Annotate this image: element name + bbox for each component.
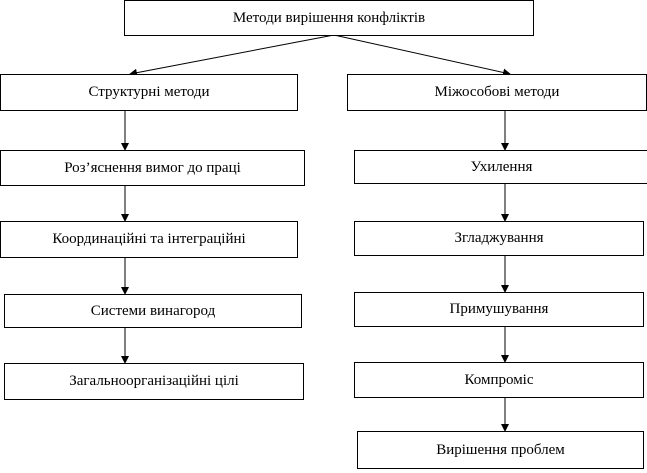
right-item-box: Ухилення (354, 150, 647, 184)
left-item-box: Роз’яснення вимог до праці (0, 150, 305, 186)
left-item-box: Загальноорганізаційні цілі (4, 363, 304, 400)
structural-methods-box: Структурні методи (0, 74, 298, 111)
left-item-box: Координаційні та інтеграційні (0, 221, 298, 258)
left-item-box: Системи винагород (4, 294, 302, 328)
right-item-box: Компроміс (354, 362, 644, 398)
right-item-box: Згладжування (354, 221, 644, 256)
right-item-box: Вирішення проблем (357, 431, 644, 469)
interpersonal-methods-box: Міжособові методи (347, 74, 647, 111)
root-box: Методи вирішення конфліктів (124, 0, 534, 36)
arrow-root-to-interpersonal (334, 35, 510, 74)
arrow-root-to-structural (130, 35, 334, 74)
right-item-box: Примушування (354, 292, 644, 327)
